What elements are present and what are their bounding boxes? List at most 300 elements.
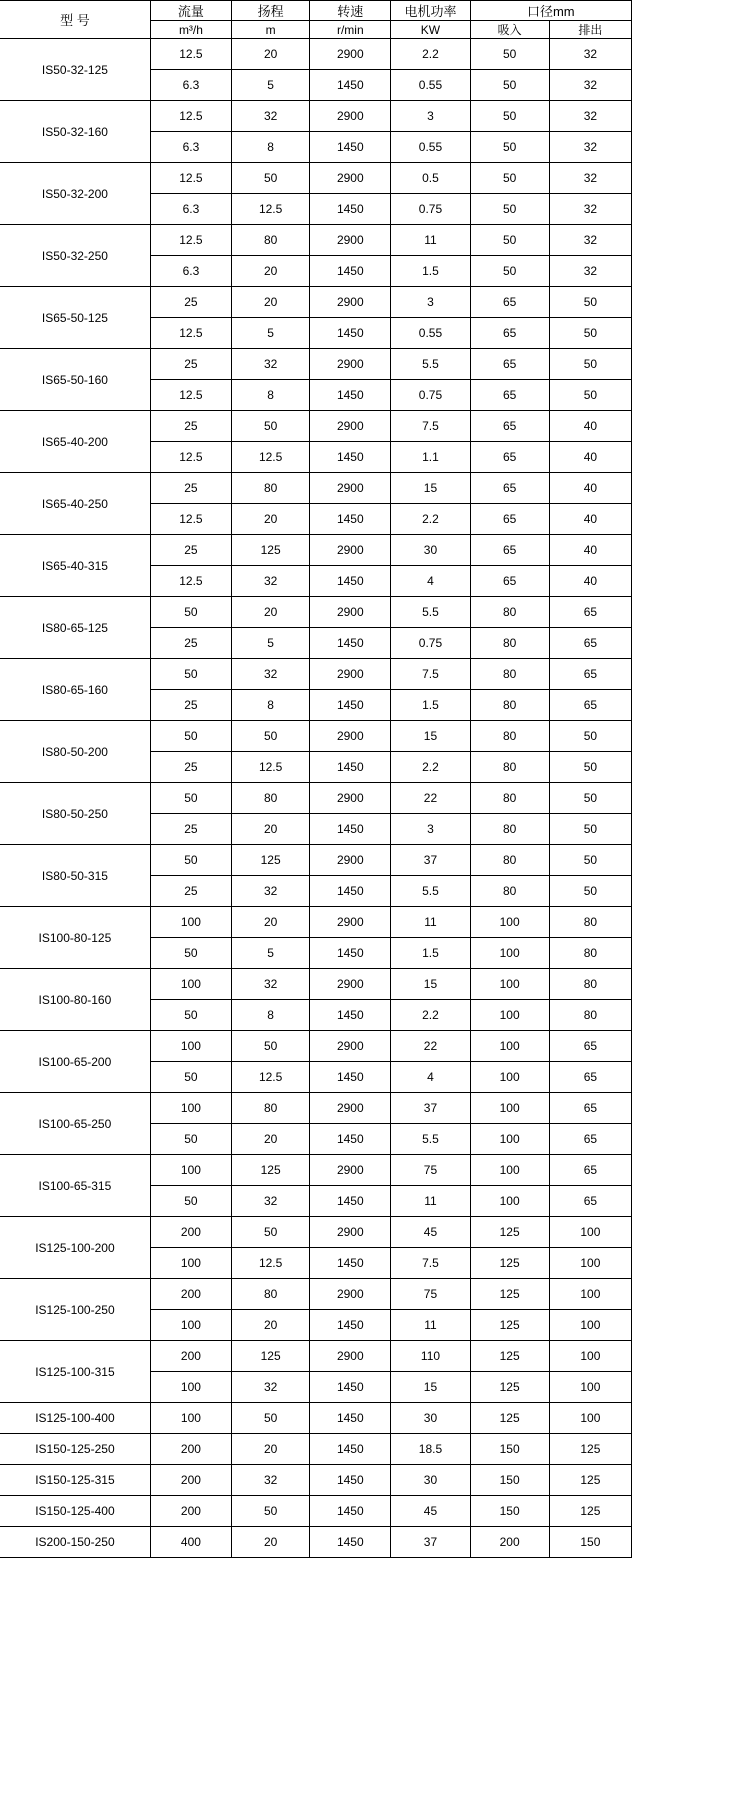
table-row (0, 1434, 632, 1465)
outlet-cell: 40 (549, 411, 631, 442)
power-cell: 75 (391, 1279, 470, 1310)
header-head: 扬程 (232, 1, 310, 21)
model-cell: IS150-125-250 (0, 1434, 150, 1465)
head-cell: 12.5 (232, 752, 310, 783)
speed-cell: 2900 (310, 659, 391, 690)
inlet-cell: 100 (470, 1031, 549, 1062)
flow-cell: 200 (150, 1279, 231, 1310)
outlet-cell: 32 (549, 132, 631, 163)
power-cell: 15 (391, 969, 470, 1000)
inlet-cell: 80 (470, 659, 549, 690)
head-cell: 80 (232, 473, 310, 504)
power-cell: 0.75 (391, 194, 470, 225)
flow-cell: 100 (150, 1031, 231, 1062)
head-cell: 20 (232, 1124, 310, 1155)
table-row (0, 411, 632, 442)
head-cell: 20 (232, 1310, 310, 1341)
model-cell: IS65-40-250 (0, 473, 150, 535)
model-cell: IS125-100-250 (0, 1279, 150, 1341)
inlet-cell: 65 (470, 535, 549, 566)
outlet-cell: 50 (549, 876, 631, 907)
inlet-cell: 65 (470, 442, 549, 473)
outlet-cell: 65 (549, 1186, 631, 1217)
flow-cell: 25 (150, 411, 231, 442)
table-row (0, 597, 632, 628)
inlet-cell: 100 (470, 969, 549, 1000)
power-cell: 3 (391, 101, 470, 132)
outlet-cell: 100 (549, 1310, 631, 1341)
header-head-unit: m (232, 21, 310, 39)
header-speed: 转速 (310, 1, 391, 21)
table-row (0, 101, 632, 132)
table-row (0, 1496, 632, 1527)
model-cell: IS65-50-125 (0, 287, 150, 349)
outlet-cell: 65 (549, 1093, 631, 1124)
flow-cell: 6.3 (150, 132, 231, 163)
model-cell: IS125-100-200 (0, 1217, 150, 1279)
outlet-cell: 65 (549, 1031, 631, 1062)
model-cell: IS50-32-250 (0, 225, 150, 287)
head-cell: 12.5 (232, 194, 310, 225)
inlet-cell: 80 (470, 690, 549, 721)
speed-cell: 2900 (310, 287, 391, 318)
power-cell: 0.75 (391, 380, 470, 411)
outlet-cell: 100 (549, 1217, 631, 1248)
head-cell: 80 (232, 1279, 310, 1310)
table-row (0, 225, 632, 256)
inlet-cell: 65 (470, 411, 549, 442)
speed-cell: 1450 (310, 1465, 391, 1496)
speed-cell: 1450 (310, 814, 391, 845)
outlet-cell: 150 (549, 1527, 631, 1558)
outlet-cell: 50 (549, 721, 631, 752)
flow-cell: 25 (150, 535, 231, 566)
head-cell: 32 (232, 566, 310, 597)
table-row (0, 969, 632, 1000)
head-cell: 5 (232, 70, 310, 101)
power-cell: 11 (391, 1186, 470, 1217)
flow-cell: 200 (150, 1434, 231, 1465)
table-row (0, 535, 632, 566)
power-cell: 45 (391, 1496, 470, 1527)
speed-cell: 1450 (310, 566, 391, 597)
head-cell: 32 (232, 349, 310, 380)
power-cell: 5.5 (391, 1124, 470, 1155)
head-cell: 50 (232, 1403, 310, 1434)
table-row (0, 783, 632, 814)
outlet-cell: 100 (549, 1341, 631, 1372)
inlet-cell: 125 (470, 1217, 549, 1248)
flow-cell: 6.3 (150, 194, 231, 225)
flow-cell: 50 (150, 783, 231, 814)
model-cell: IS50-32-200 (0, 163, 150, 225)
head-cell: 32 (232, 1465, 310, 1496)
model-cell: IS80-50-315 (0, 845, 150, 907)
speed-cell: 1450 (310, 690, 391, 721)
head-cell: 32 (232, 969, 310, 1000)
head-cell: 125 (232, 535, 310, 566)
power-cell: 7.5 (391, 659, 470, 690)
model-cell: IS80-65-125 (0, 597, 150, 659)
head-cell: 20 (232, 597, 310, 628)
model-cell: IS80-50-200 (0, 721, 150, 783)
power-cell: 15 (391, 1372, 470, 1403)
outlet-cell: 32 (549, 194, 631, 225)
inlet-cell: 80 (470, 783, 549, 814)
outlet-cell: 40 (549, 566, 631, 597)
inlet-cell: 65 (470, 473, 549, 504)
model-cell: IS125-100-315 (0, 1341, 150, 1403)
outlet-cell: 50 (549, 783, 631, 814)
speed-cell: 2900 (310, 411, 391, 442)
power-cell: 4 (391, 1062, 470, 1093)
head-cell: 50 (232, 163, 310, 194)
power-cell: 2.2 (391, 504, 470, 535)
head-cell: 125 (232, 1341, 310, 1372)
model-cell: IS50-32-125 (0, 39, 150, 101)
flow-cell: 50 (150, 659, 231, 690)
head-cell: 8 (232, 132, 310, 163)
outlet-cell: 125 (549, 1465, 631, 1496)
head-cell: 32 (232, 101, 310, 132)
flow-cell: 50 (150, 1124, 231, 1155)
head-cell: 20 (232, 256, 310, 287)
outlet-cell: 40 (549, 535, 631, 566)
power-cell: 0.75 (391, 628, 470, 659)
speed-cell: 1450 (310, 1372, 391, 1403)
model-cell: IS100-80-160 (0, 969, 150, 1031)
head-cell: 125 (232, 1155, 310, 1186)
model-cell: IS80-65-160 (0, 659, 150, 721)
model-cell: IS100-65-200 (0, 1031, 150, 1093)
table-row (0, 473, 632, 504)
flow-cell: 12.5 (150, 101, 231, 132)
header-flow-unit: m³/h (150, 21, 231, 39)
inlet-cell: 80 (470, 628, 549, 659)
inlet-cell: 150 (470, 1434, 549, 1465)
speed-cell: 1450 (310, 504, 391, 535)
power-cell: 5.5 (391, 597, 470, 628)
inlet-cell: 125 (470, 1248, 549, 1279)
inlet-cell: 80 (470, 752, 549, 783)
inlet-cell: 80 (470, 721, 549, 752)
head-cell: 12.5 (232, 442, 310, 473)
inlet-cell: 65 (470, 380, 549, 411)
speed-cell: 2900 (310, 1217, 391, 1248)
head-cell: 5 (232, 938, 310, 969)
head-cell: 12.5 (232, 1248, 310, 1279)
outlet-cell: 65 (549, 690, 631, 721)
flow-cell: 50 (150, 938, 231, 969)
inlet-cell: 80 (470, 876, 549, 907)
speed-cell: 1450 (310, 1434, 391, 1465)
head-cell: 20 (232, 907, 310, 938)
inlet-cell: 125 (470, 1310, 549, 1341)
header-row (0, 1, 632, 21)
inlet-cell: 150 (470, 1465, 549, 1496)
flow-cell: 6.3 (150, 70, 231, 101)
speed-cell: 1450 (310, 194, 391, 225)
inlet-cell: 80 (470, 814, 549, 845)
header-outlet: 排出 (549, 21, 631, 39)
power-cell: 5.5 (391, 349, 470, 380)
speed-cell: 1450 (310, 1496, 391, 1527)
model-cell: IS80-50-250 (0, 783, 150, 845)
inlet-cell: 65 (470, 349, 549, 380)
model-cell: IS100-65-315 (0, 1155, 150, 1217)
outlet-cell: 80 (549, 938, 631, 969)
flow-cell: 25 (150, 473, 231, 504)
speed-cell: 1450 (310, 1124, 391, 1155)
inlet-cell: 50 (470, 132, 549, 163)
flow-cell: 100 (150, 1403, 231, 1434)
outlet-cell: 65 (549, 1124, 631, 1155)
power-cell: 3 (391, 814, 470, 845)
outlet-cell: 50 (549, 318, 631, 349)
outlet-cell: 32 (549, 256, 631, 287)
outlet-cell: 50 (549, 845, 631, 876)
header-speed-unit: r/min (310, 21, 391, 39)
header-inlet: 吸入 (470, 21, 549, 39)
flow-cell: 200 (150, 1217, 231, 1248)
speed-cell: 2900 (310, 349, 391, 380)
table-row (0, 659, 632, 690)
model-cell: IS150-125-400 (0, 1496, 150, 1527)
speed-cell: 2900 (310, 783, 391, 814)
flow-cell: 12.5 (150, 225, 231, 256)
inlet-cell: 200 (470, 1527, 549, 1558)
inlet-cell: 100 (470, 1124, 549, 1155)
inlet-cell: 50 (470, 39, 549, 70)
flow-cell: 50 (150, 845, 231, 876)
inlet-cell: 150 (470, 1496, 549, 1527)
flow-cell: 200 (150, 1341, 231, 1372)
speed-cell: 2900 (310, 535, 391, 566)
outlet-cell: 65 (549, 1155, 631, 1186)
power-cell: 11 (391, 225, 470, 256)
outlet-cell: 32 (549, 39, 631, 70)
flow-cell: 25 (150, 628, 231, 659)
speed-cell: 1450 (310, 1000, 391, 1031)
flow-cell: 100 (150, 1155, 231, 1186)
power-cell: 15 (391, 473, 470, 504)
power-cell: 0.5 (391, 163, 470, 194)
flow-cell: 25 (150, 287, 231, 318)
outlet-cell: 32 (549, 225, 631, 256)
model-cell: IS65-50-160 (0, 349, 150, 411)
speed-cell: 1450 (310, 1403, 391, 1434)
speed-cell: 2900 (310, 1093, 391, 1124)
flow-cell: 50 (150, 1000, 231, 1031)
flow-cell: 400 (150, 1527, 231, 1558)
model-cell: IS150-125-315 (0, 1465, 150, 1496)
power-cell: 5.5 (391, 876, 470, 907)
head-cell: 20 (232, 814, 310, 845)
table-row (0, 1527, 632, 1558)
power-cell: 2.2 (391, 1000, 470, 1031)
flow-cell: 100 (150, 969, 231, 1000)
table-body (0, 39, 632, 1558)
outlet-cell: 50 (549, 752, 631, 783)
speed-cell: 2900 (310, 1031, 391, 1062)
outlet-cell: 80 (549, 969, 631, 1000)
outlet-cell: 80 (549, 1000, 631, 1031)
head-cell: 50 (232, 1496, 310, 1527)
flow-cell: 50 (150, 1062, 231, 1093)
head-cell: 8 (232, 690, 310, 721)
power-cell: 75 (391, 1155, 470, 1186)
power-cell: 1.5 (391, 938, 470, 969)
outlet-cell: 40 (549, 504, 631, 535)
table-row (0, 1403, 632, 1434)
flow-cell: 100 (150, 907, 231, 938)
flow-cell: 12.5 (150, 318, 231, 349)
power-cell: 7.5 (391, 411, 470, 442)
table-row (0, 1279, 632, 1310)
model-cell: IS65-40-315 (0, 535, 150, 597)
flow-cell: 100 (150, 1310, 231, 1341)
table-row (0, 287, 632, 318)
model-cell: IS50-32-160 (0, 101, 150, 163)
model-cell: IS65-40-200 (0, 411, 150, 473)
table-row (0, 1155, 632, 1186)
inlet-cell: 65 (470, 566, 549, 597)
flow-cell: 25 (150, 752, 231, 783)
inlet-cell: 50 (470, 70, 549, 101)
power-cell: 0.55 (391, 318, 470, 349)
power-cell: 3 (391, 287, 470, 318)
power-cell: 11 (391, 1310, 470, 1341)
flow-cell: 25 (150, 876, 231, 907)
speed-cell: 1450 (310, 442, 391, 473)
power-cell: 37 (391, 1093, 470, 1124)
power-cell: 1.5 (391, 256, 470, 287)
head-cell: 5 (232, 628, 310, 659)
inlet-cell: 65 (470, 287, 549, 318)
speed-cell: 2900 (310, 163, 391, 194)
inlet-cell: 100 (470, 907, 549, 938)
flow-cell: 25 (150, 814, 231, 845)
flow-cell: 50 (150, 1186, 231, 1217)
inlet-cell: 125 (470, 1341, 549, 1372)
power-cell: 110 (391, 1341, 470, 1372)
outlet-cell: 40 (549, 473, 631, 504)
inlet-cell: 65 (470, 318, 549, 349)
outlet-cell: 50 (549, 380, 631, 411)
speed-cell: 1450 (310, 1310, 391, 1341)
head-cell: 8 (232, 1000, 310, 1031)
table-row (0, 1093, 632, 1124)
header-diameter: 口径mm (470, 1, 631, 21)
table-row (0, 349, 632, 380)
flow-cell: 100 (150, 1248, 231, 1279)
inlet-cell: 50 (470, 163, 549, 194)
flow-cell: 100 (150, 1372, 231, 1403)
flow-cell: 50 (150, 721, 231, 752)
outlet-cell: 50 (549, 287, 631, 318)
flow-cell: 12.5 (150, 39, 231, 70)
speed-cell: 1450 (310, 1062, 391, 1093)
flow-cell: 12.5 (150, 380, 231, 411)
outlet-cell: 125 (549, 1434, 631, 1465)
head-cell: 5 (232, 318, 310, 349)
power-cell: 1.1 (391, 442, 470, 473)
outlet-cell: 100 (549, 1248, 631, 1279)
head-cell: 50 (232, 1217, 310, 1248)
speed-cell: 2900 (310, 1341, 391, 1372)
outlet-cell: 65 (549, 597, 631, 628)
table-row (0, 39, 632, 70)
outlet-cell: 50 (549, 814, 631, 845)
flow-cell: 12.5 (150, 566, 231, 597)
head-cell: 32 (232, 876, 310, 907)
outlet-cell: 32 (549, 70, 631, 101)
inlet-cell: 50 (470, 225, 549, 256)
inlet-cell: 50 (470, 256, 549, 287)
power-cell: 11 (391, 907, 470, 938)
flow-cell: 25 (150, 349, 231, 380)
power-cell: 4 (391, 566, 470, 597)
head-cell: 20 (232, 1527, 310, 1558)
inlet-cell: 100 (470, 938, 549, 969)
head-cell: 20 (232, 39, 310, 70)
speed-cell: 2900 (310, 39, 391, 70)
flow-cell: 6.3 (150, 256, 231, 287)
inlet-cell: 100 (470, 1155, 549, 1186)
flow-cell: 200 (150, 1465, 231, 1496)
header-flow: 流量 (150, 1, 231, 21)
outlet-cell: 32 (549, 101, 631, 132)
model-cell: IS100-80-125 (0, 907, 150, 969)
table-row (0, 1217, 632, 1248)
power-cell: 0.55 (391, 132, 470, 163)
header-model: 型 号 (0, 1, 150, 39)
outlet-cell: 125 (549, 1496, 631, 1527)
power-cell: 30 (391, 1465, 470, 1496)
power-cell: 2.2 (391, 752, 470, 783)
inlet-cell: 100 (470, 1000, 549, 1031)
power-cell: 30 (391, 535, 470, 566)
model-cell: IS125-100-400 (0, 1403, 150, 1434)
speed-cell: 1450 (310, 1248, 391, 1279)
flow-cell: 200 (150, 1496, 231, 1527)
table-row (0, 845, 632, 876)
inlet-cell: 80 (470, 845, 549, 876)
flow-cell: 25 (150, 690, 231, 721)
power-cell: 37 (391, 845, 470, 876)
outlet-cell: 65 (549, 628, 631, 659)
outlet-cell: 40 (549, 442, 631, 473)
outlet-cell: 32 (549, 163, 631, 194)
head-cell: 20 (232, 504, 310, 535)
head-cell: 32 (232, 1186, 310, 1217)
head-cell: 8 (232, 380, 310, 411)
table-row (0, 1465, 632, 1496)
speed-cell: 2900 (310, 907, 391, 938)
power-cell: 18.5 (391, 1434, 470, 1465)
speed-cell: 1450 (310, 256, 391, 287)
speed-cell: 1450 (310, 70, 391, 101)
speed-cell: 1450 (310, 752, 391, 783)
speed-cell: 1450 (310, 628, 391, 659)
speed-cell: 2900 (310, 597, 391, 628)
speed-cell: 1450 (310, 132, 391, 163)
head-cell: 80 (232, 1093, 310, 1124)
flow-cell: 100 (150, 1093, 231, 1124)
speed-cell: 1450 (310, 876, 391, 907)
inlet-cell: 100 (470, 1093, 549, 1124)
inlet-cell: 125 (470, 1403, 549, 1434)
